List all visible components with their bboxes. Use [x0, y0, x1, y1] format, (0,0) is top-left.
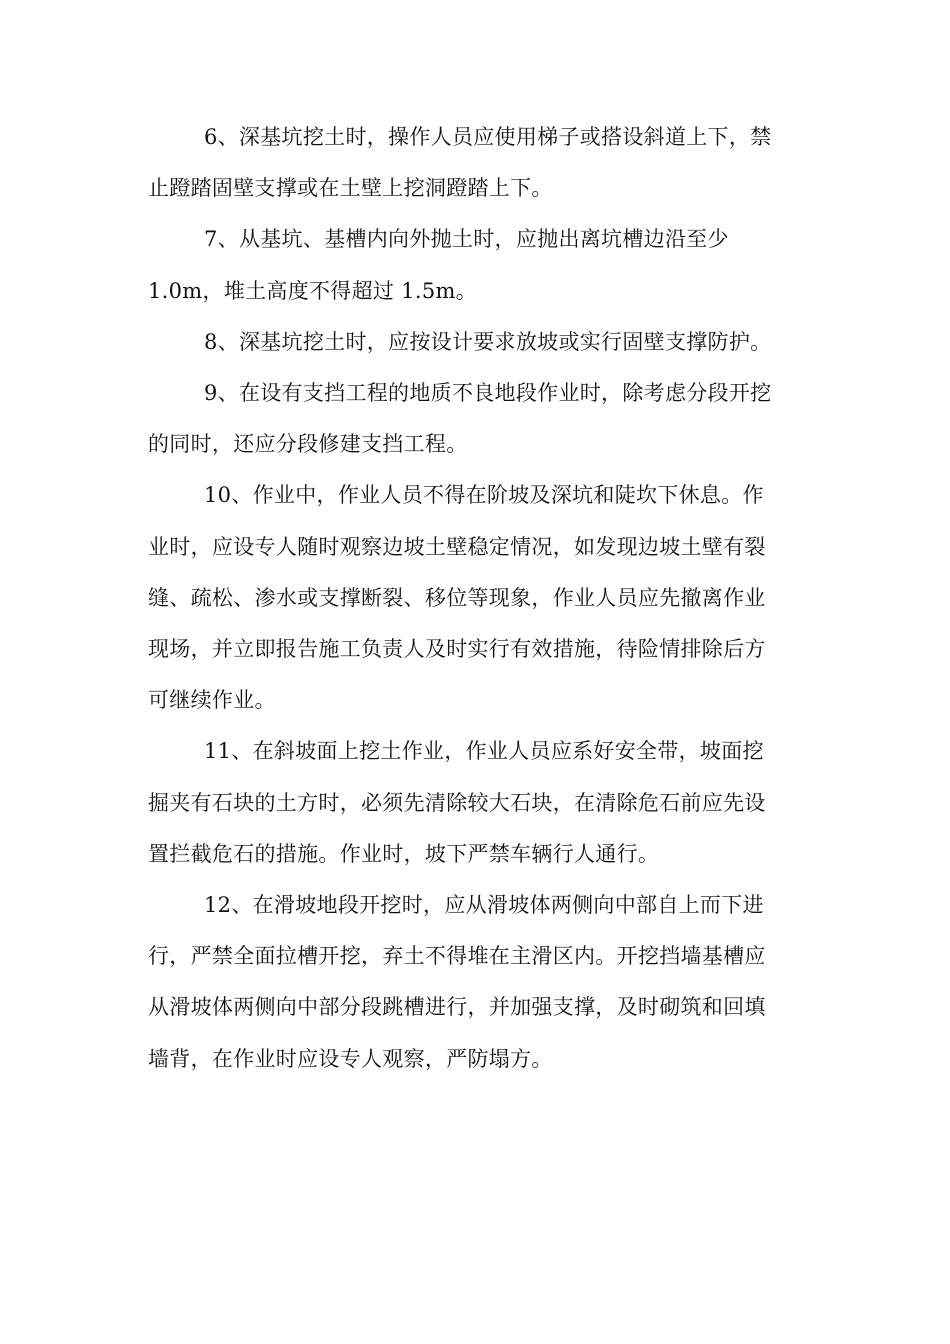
paragraph-line: 业时，应设专人随时观察边坡土壁稳定情况，如发现边坡土壁有裂	[148, 534, 766, 559]
paragraph-12	[148, 880, 804, 1085]
paragraph-line: 10、作业中，作业人员不得在阶坡及深坑和陡坎下休息。作	[204, 483, 764, 508]
paragraph-9	[148, 368, 804, 470]
paragraph-line: 8、深基坑挖土时，应按设计要求放坡或实行固壁支撑防护。	[204, 329, 772, 354]
paragraph-line: 9、在设有支挡工程的地质不良地段作业时，除考虑分段开挖	[204, 381, 772, 406]
paragraph-line: 现场，并立即报告施工负责人及时实行有效措施，待险情排除后方	[148, 637, 766, 662]
paragraph-11	[148, 726, 804, 880]
paragraph-line: 可继续作业。	[148, 688, 276, 713]
paragraph-line: 的同时，还应分段修建支挡工程。	[148, 432, 468, 457]
paragraph-line: 1.0m，堆土高度不得超过 1.5m。	[148, 278, 477, 303]
paragraph-line: 缝、疏松、渗水或支撑断裂、移位等现象，作业人员应先撤离作业	[148, 585, 766, 610]
paragraph-6	[148, 112, 804, 214]
paragraph-line: 6、深基坑挖土时，操作人员应使用梯子或搭设斜道上下，禁	[204, 125, 772, 149]
paragraph-line: 置拦截危石的措施。作业时，坡下严禁车辆行人通行。	[148, 841, 660, 866]
paragraph-line: 从滑坡体两侧向中部分段跳槽进行，并加强支撑，及时砌筑和回填	[148, 995, 766, 1020]
paragraph-line: 7、从基坑、基槽内向外抛土时，应抛出离坑槽边沿至少	[204, 227, 729, 252]
paragraph-line: 墙背，在作业时应设专人观察，严防塌方。	[148, 1046, 553, 1071]
paragraph-line: 11、在斜坡面上挖土作业，作业人员应系好安全带，坡面挖	[204, 739, 764, 764]
paragraph-line: 止蹬踏固壁支撑或在土壁上挖洞蹬踏上下。	[148, 176, 553, 201]
paragraph-7	[148, 214, 804, 316]
paragraph-10	[148, 470, 804, 726]
document-body	[148, 112, 804, 1085]
paragraph-line: 掘夹有石块的土方时，必须先清除较大石块，在清除危石前应先设	[148, 790, 766, 815]
paragraph-line: 行，严禁全面拉槽开挖，弃土不得堆在主滑区内。开挖挡墙基槽应	[148, 944, 766, 969]
paragraph-line: 12、在滑坡地段开挖时，应从滑坡体两侧向中部自上而下进	[204, 893, 764, 918]
paragraph-8	[148, 317, 804, 368]
